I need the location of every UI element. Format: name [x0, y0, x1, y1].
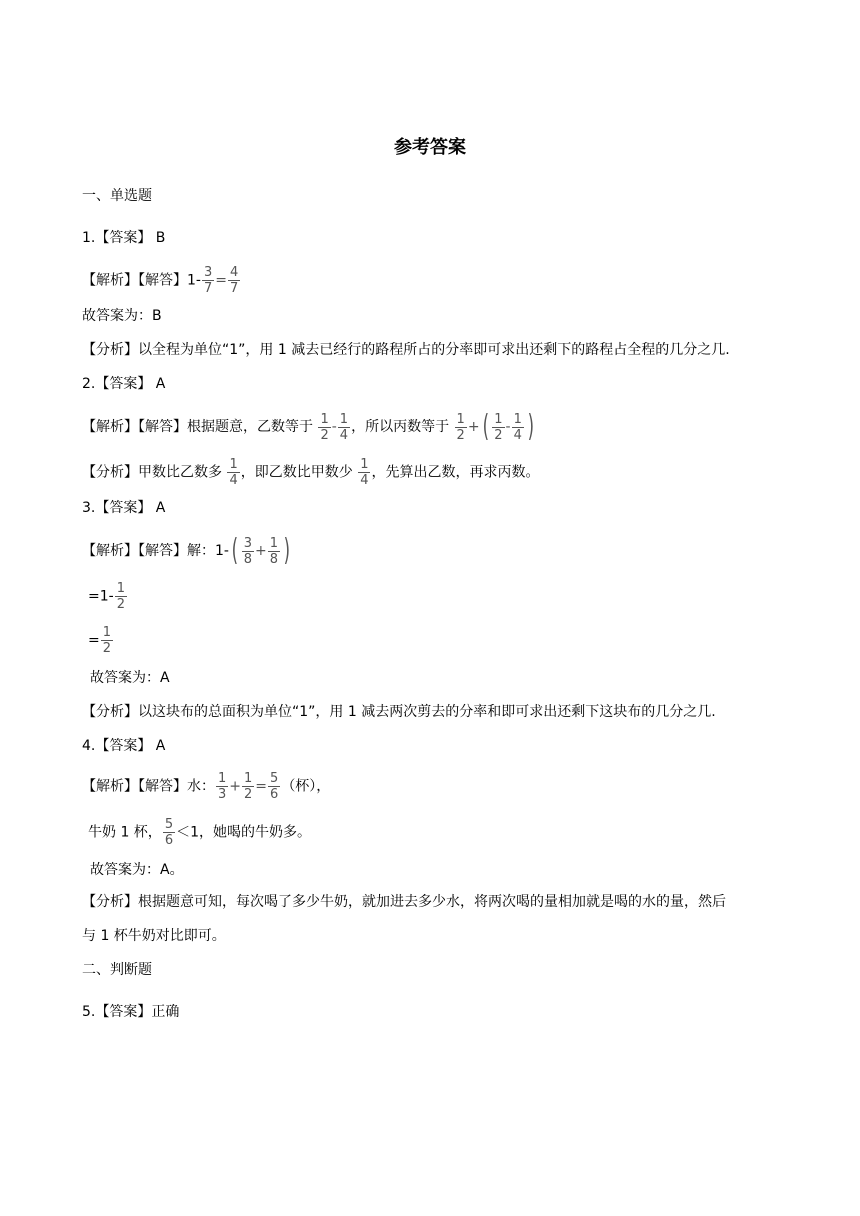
q3-analysis: 【分析】以这块布的总面积为单位“1”，用 1 减去两次剪去的分率和即可求出还剩下这块布的几分之几. — [82, 704, 716, 720]
q4-analysis-line2: 与 1 杯牛奶对比即可。 — [82, 928, 226, 944]
fraction: $\frac{3}{7}$ — [203, 265, 213, 296]
q2-solution: 【解析】【解答】根据题意，乙数等于 $\frac{1}{2}$ - $\frac{1}{4}$ ，所以丙数等于 $\frac{1}{2}$ +( $\frac{1}{2}$ - $\frac{1}{4}$ ) — [82, 409, 534, 444]
q1-analysis: 【分析】以全程为单位“1”，用 1 减去已经行的路程所占的分率即可求出还剩下的路程占全程的几分之几. — [82, 342, 730, 358]
fraction: $\frac{1}{4}$ — [513, 411, 522, 443]
q3-answer: 3.【答案】 A — [82, 500, 166, 516]
fraction: $\frac{1}{2}$ — [102, 625, 112, 656]
fraction: $\frac{5}{6}$ — [164, 817, 174, 848]
fraction: $\frac{1}{2}$ — [244, 771, 253, 802]
section-heading-true-false: 二、判断题 — [82, 962, 152, 978]
q1-solution: 【解析】【解答】1- $\frac{3}{7}$ = $\frac{4}{7}$ — [82, 265, 239, 296]
q1-solution-prefix: 【解析】【解答】1- — [82, 272, 201, 289]
q1-final-answer: 故答案为：B — [82, 308, 162, 324]
fraction: $\frac{1}{4}$ — [339, 411, 349, 443]
q3-step3: = $\frac{1}{2}$ — [88, 625, 112, 656]
q4-comparison: 牛奶 1 杯， $\frac{5}{6}$ ＜1，她喝的牛奶多。 — [88, 817, 312, 848]
fraction: $\frac{1}{2}$ — [494, 411, 503, 443]
fraction: $\frac{1}{2}$ — [116, 581, 125, 612]
fraction: $\frac{1}{3}$ — [218, 771, 227, 802]
q5-answer: 5.【答案】正确 — [82, 1004, 180, 1020]
fraction: $\frac{3}{8}$ — [243, 535, 252, 567]
q2-answer: 2.【答案】 A — [82, 376, 166, 392]
q3-solution: 【解析】【解答】解：1-( $\frac{3}{8}$ + $\frac{1}{8}$ ) — [82, 533, 291, 568]
q3-final-answer: 故答案为：A — [90, 670, 170, 686]
fraction: $\frac{1}{4}$ — [360, 457, 369, 488]
page-title: 参考答案 — [394, 137, 466, 158]
fraction: $\frac{1}{2}$ — [320, 411, 329, 443]
fraction: $\frac{1}{8}$ — [269, 535, 278, 567]
q2-analysis: 【分析】甲数比乙数多 $\frac{1}{4}$ ，即乙数比甲数少 $\frac{1}{4}$ ，先算出乙数，再求丙数。 — [82, 457, 540, 488]
q1-answer: 1.【答案】 B — [82, 230, 166, 246]
fraction: $\frac{1}{4}$ — [229, 457, 238, 488]
q3-step2: =1- $\frac{1}{2}$ — [88, 581, 125, 612]
fraction: $\frac{4}{7}$ — [229, 265, 239, 296]
q4-final-answer: 故答案为：A。 — [90, 862, 184, 878]
section-heading-single-choice: 一、单选题 — [82, 188, 152, 204]
q4-solution: 【解析】【解答】水： $\frac{1}{3}$ + $\frac{1}{2}$ = $\frac{5}{6}$ （杯）， — [82, 771, 331, 802]
q4-analysis-line1: 【分析】根据题意可知，每次喝了多少牛奶，就加进去多少水，将两次喝的量相加就是喝的水的量，然后 — [82, 894, 726, 910]
fraction: $\frac{1}{2}$ — [456, 411, 465, 443]
fraction: $\frac{5}{6}$ — [270, 771, 279, 802]
q4-answer: 4.【答案】 A — [82, 738, 166, 754]
